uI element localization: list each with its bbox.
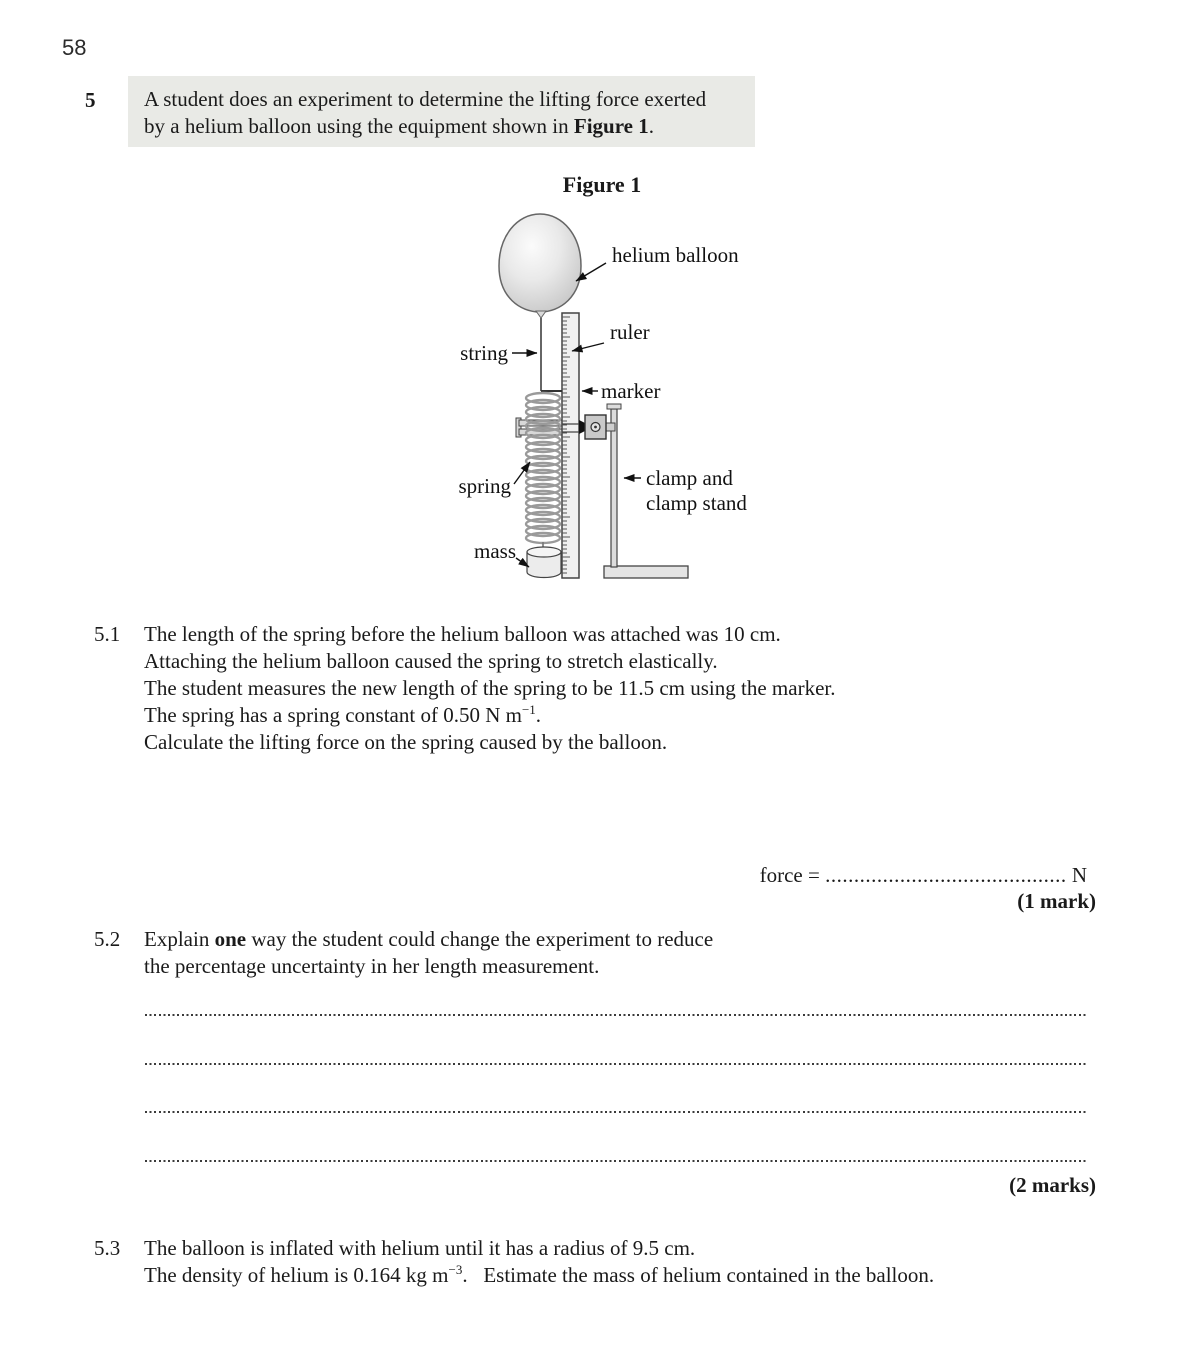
answer-line-1[interactable] [145, 1013, 1088, 1016]
force-answer-blank[interactable]: .......................................... [825, 863, 1067, 887]
q53-line2-rest: . Estimate the mass of helium contained in the balloon. [462, 1263, 935, 1287]
ruler-label: ruler [610, 320, 650, 344]
q53-line2 [144, 1262, 1104, 1289]
q51-line4-superscript: −1 [521, 702, 536, 717]
clamp-bolt-center [594, 426, 597, 429]
clamp-label-line2: clamp stand [646, 491, 747, 515]
spring-label: spring [458, 474, 511, 498]
clamp-stand-rod-cap [607, 404, 621, 409]
answer-line-2[interactable] [145, 1062, 1088, 1065]
force-unit: N [1066, 863, 1087, 887]
q5-intro-line2-text: by a helium balloon using the equipment shown in [144, 114, 574, 138]
q51-line1: The length of the spring before the helium balloon was attached was 10 cm. [144, 622, 781, 646]
helium-balloon [499, 214, 581, 312]
q51-line4-text: The spring has a spring constant of 0.50 N m [144, 703, 522, 727]
q52-number: 5.2 [94, 927, 121, 951]
q51-line5: Calculate the lifting force on the spring caused by the balloon. [144, 730, 668, 754]
mass-label: mass [474, 539, 516, 563]
q51-line4 [144, 702, 1104, 729]
figure-1-diagram [440, 200, 780, 590]
question-5-1 [94, 621, 1104, 756]
q5-intro-figure-ref: Figure 1 [573, 114, 649, 138]
q51-line2: Attaching the helium balloon caused the spring to stretch elastically. [144, 649, 718, 673]
q5-intro-line1: A student does an experiment to determine the lifting force exerted [144, 87, 707, 111]
q52-marks: (2 marks) [1009, 1173, 1096, 1197]
q51-number: 5.1 [94, 622, 121, 646]
q51-marks: (1 mark) [1017, 889, 1096, 913]
q52-line1 [144, 926, 1104, 953]
force-label: force = [759, 863, 826, 887]
clamp-label-line1: clamp and [646, 466, 733, 490]
q52-line1-bold: one [214, 927, 247, 951]
answer-line-4[interactable] [145, 1159, 1088, 1162]
q5-intro-line2 [144, 113, 739, 140]
spring [526, 393, 560, 543]
q52-line1-end: way the student could change the experiment to reduce [246, 927, 714, 951]
clamp-stand-rod [611, 409, 617, 567]
question-5-2 [94, 926, 1104, 980]
question-5-3 [94, 1235, 1104, 1289]
balloon-knot [536, 311, 546, 318]
balloon-label: helium balloon [612, 243, 739, 267]
marker-label: marker [601, 379, 661, 403]
page-number: 58 [62, 35, 87, 60]
clamp-arm [606, 423, 615, 431]
question-5-intro-box [128, 76, 755, 147]
q53-line1: The balloon is inflated with helium until it has a radius of 9.5 cm. [144, 1236, 696, 1260]
q5-intro-line2-period: . [648, 114, 654, 138]
q53-number: 5.3 [94, 1236, 121, 1260]
clamp-stand-base [604, 566, 688, 578]
mass-top [527, 547, 561, 557]
answer-line-3[interactable] [145, 1110, 1088, 1113]
string-label: string [460, 341, 508, 365]
question-5-number: 5 [85, 88, 96, 112]
q51-line4-period: . [535, 703, 542, 727]
q52-line1-start: Explain [144, 927, 215, 951]
q51-line3: The student measures the new length of the spring to be 11.5 cm using the marker. [144, 676, 836, 700]
figure-1-title: Figure 1 [562, 172, 642, 197]
q53-line2-text: The density of helium is 0.164 kg m [144, 1263, 449, 1287]
q53-line2-superscript: −3 [448, 1262, 463, 1277]
force-answer-row [760, 862, 1087, 889]
q52-line2: the percentage uncertainty in her length measurement. [144, 954, 600, 978]
